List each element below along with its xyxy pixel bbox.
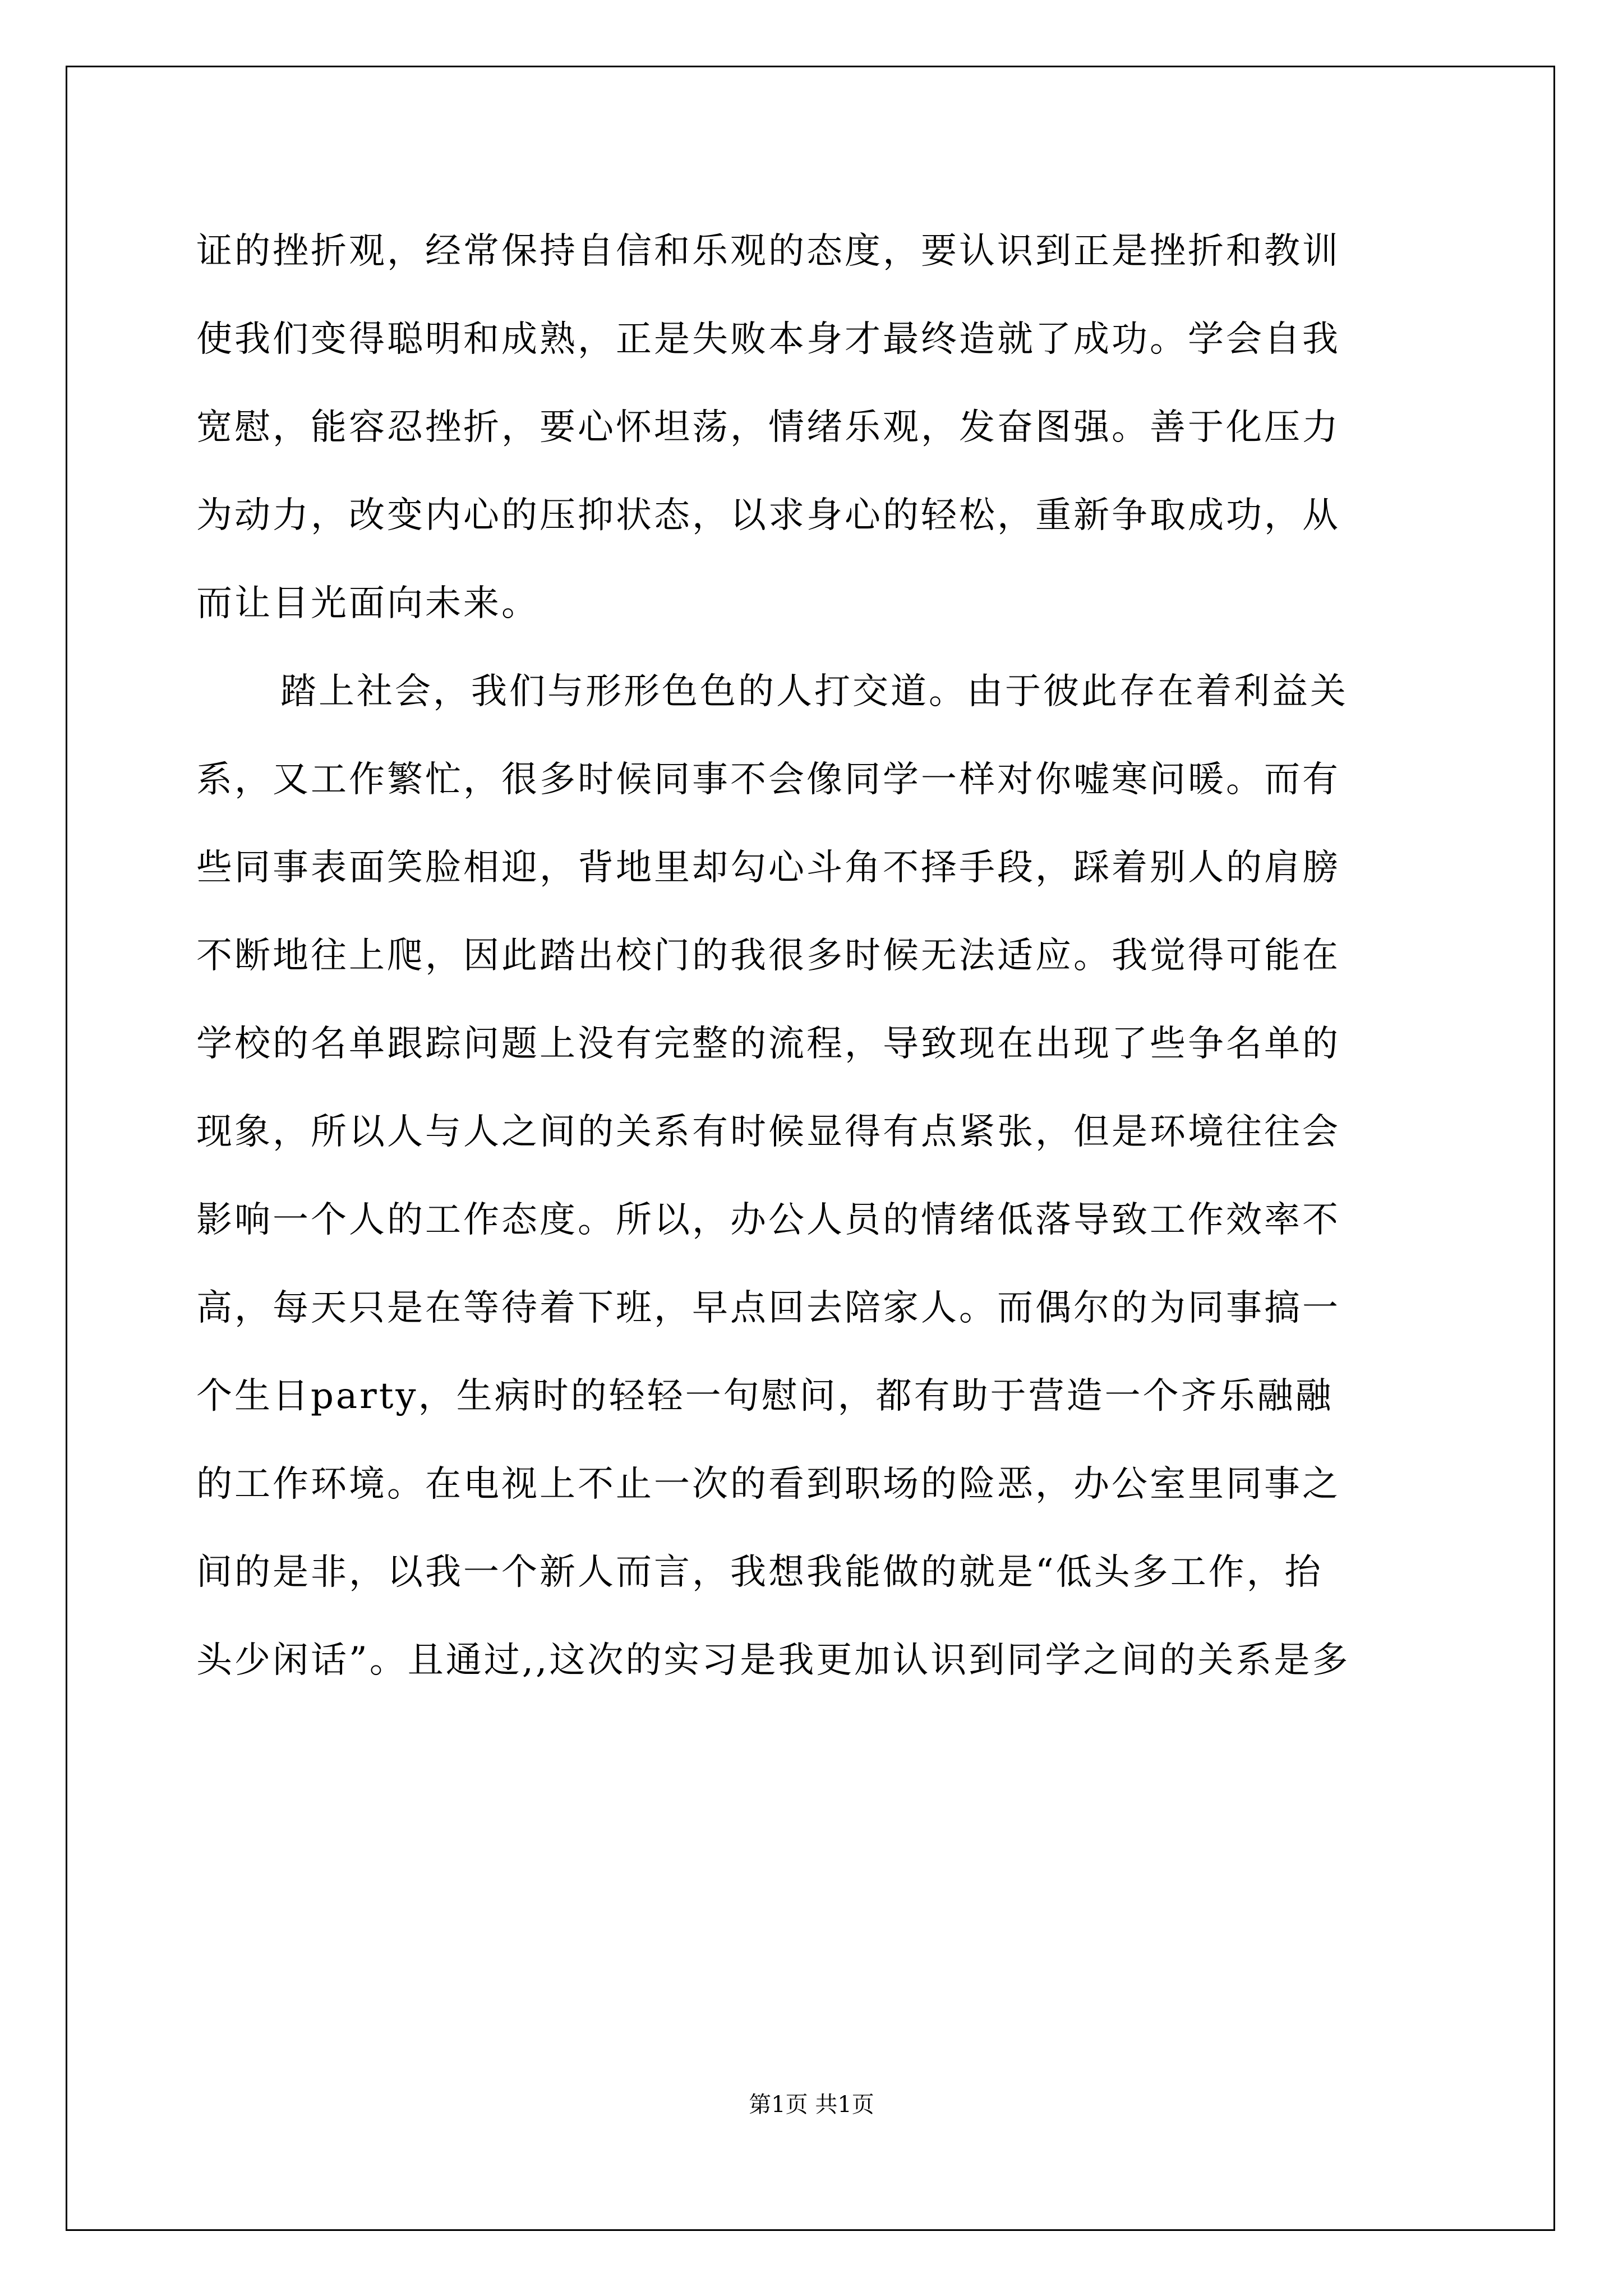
text-line: 宽慰，能容忍挫折，要心怀坦荡，情绪乐观，发奋图强。善于化压力 xyxy=(196,407,1340,448)
text-line: 高，每天只是在等待着下班，早点回去陪家人。而偶尔的为同事搞一 xyxy=(196,1287,1340,1329)
text-line: 现象，所以人与人之间的关系有时候显得有点紧张，但是环境往往会 xyxy=(196,1111,1340,1153)
text-line: 不断地往上爬，因此踏出校门的我很多时候无法适应。我觉得可能在 xyxy=(196,935,1340,977)
text-line: 些同事表面笑脸相迎，背地里却勾心斗角不择手段，踩着别人的肩膀 xyxy=(196,847,1340,889)
text-line: 证的挫折观，经常保持自信和乐观的态度，要认识到正是挫折和教训 xyxy=(196,231,1340,272)
text-line: 的工作环境。在电视上不止一次的看到职场的险恶，办公室里同事之 xyxy=(196,1464,1340,1505)
text-line: 而让目光面向未来。 xyxy=(196,583,540,624)
text-line: 间的是非，以我一个新人而言，我想我能做的就是“低头多工作，抬 xyxy=(196,1552,1323,1593)
page-footer: 第1页 共1页 xyxy=(749,2092,874,2118)
text-line: 头少闲话”。且通过,,这次的实习是我更加认识到同学之间的关系是多 xyxy=(196,1640,1350,1681)
text-line: 个生日party，生病时的轻轻一句慰问，都有助于营造一个齐乐融融 xyxy=(196,1375,1334,1417)
document-body xyxy=(196,208,1430,1705)
text-line: 影响一个人的工作态度。所以，办公人员的情绪低落导致工作效率不 xyxy=(196,1199,1340,1241)
text-line: 为动力，改变内心的压抑状态，以求身心的轻松，重新争取成功，从 xyxy=(196,495,1340,536)
text-line: 使我们变得聪明和成熟，正是失败本身才最终造就了成功。学会自我 xyxy=(196,319,1340,360)
text-line: 系，又工作繁忙，很多时候同事不会像同学一样对你嘘寒问暖。而有 xyxy=(196,759,1340,800)
text-line: 学校的名单跟踪问题上没有完整的流程，导致现在出现了些争名单的 xyxy=(196,1023,1340,1065)
paragraph-start-line: 踏上社会，我们与形形色色的人打交道。由于彼此存在着利益关 xyxy=(280,671,1348,712)
